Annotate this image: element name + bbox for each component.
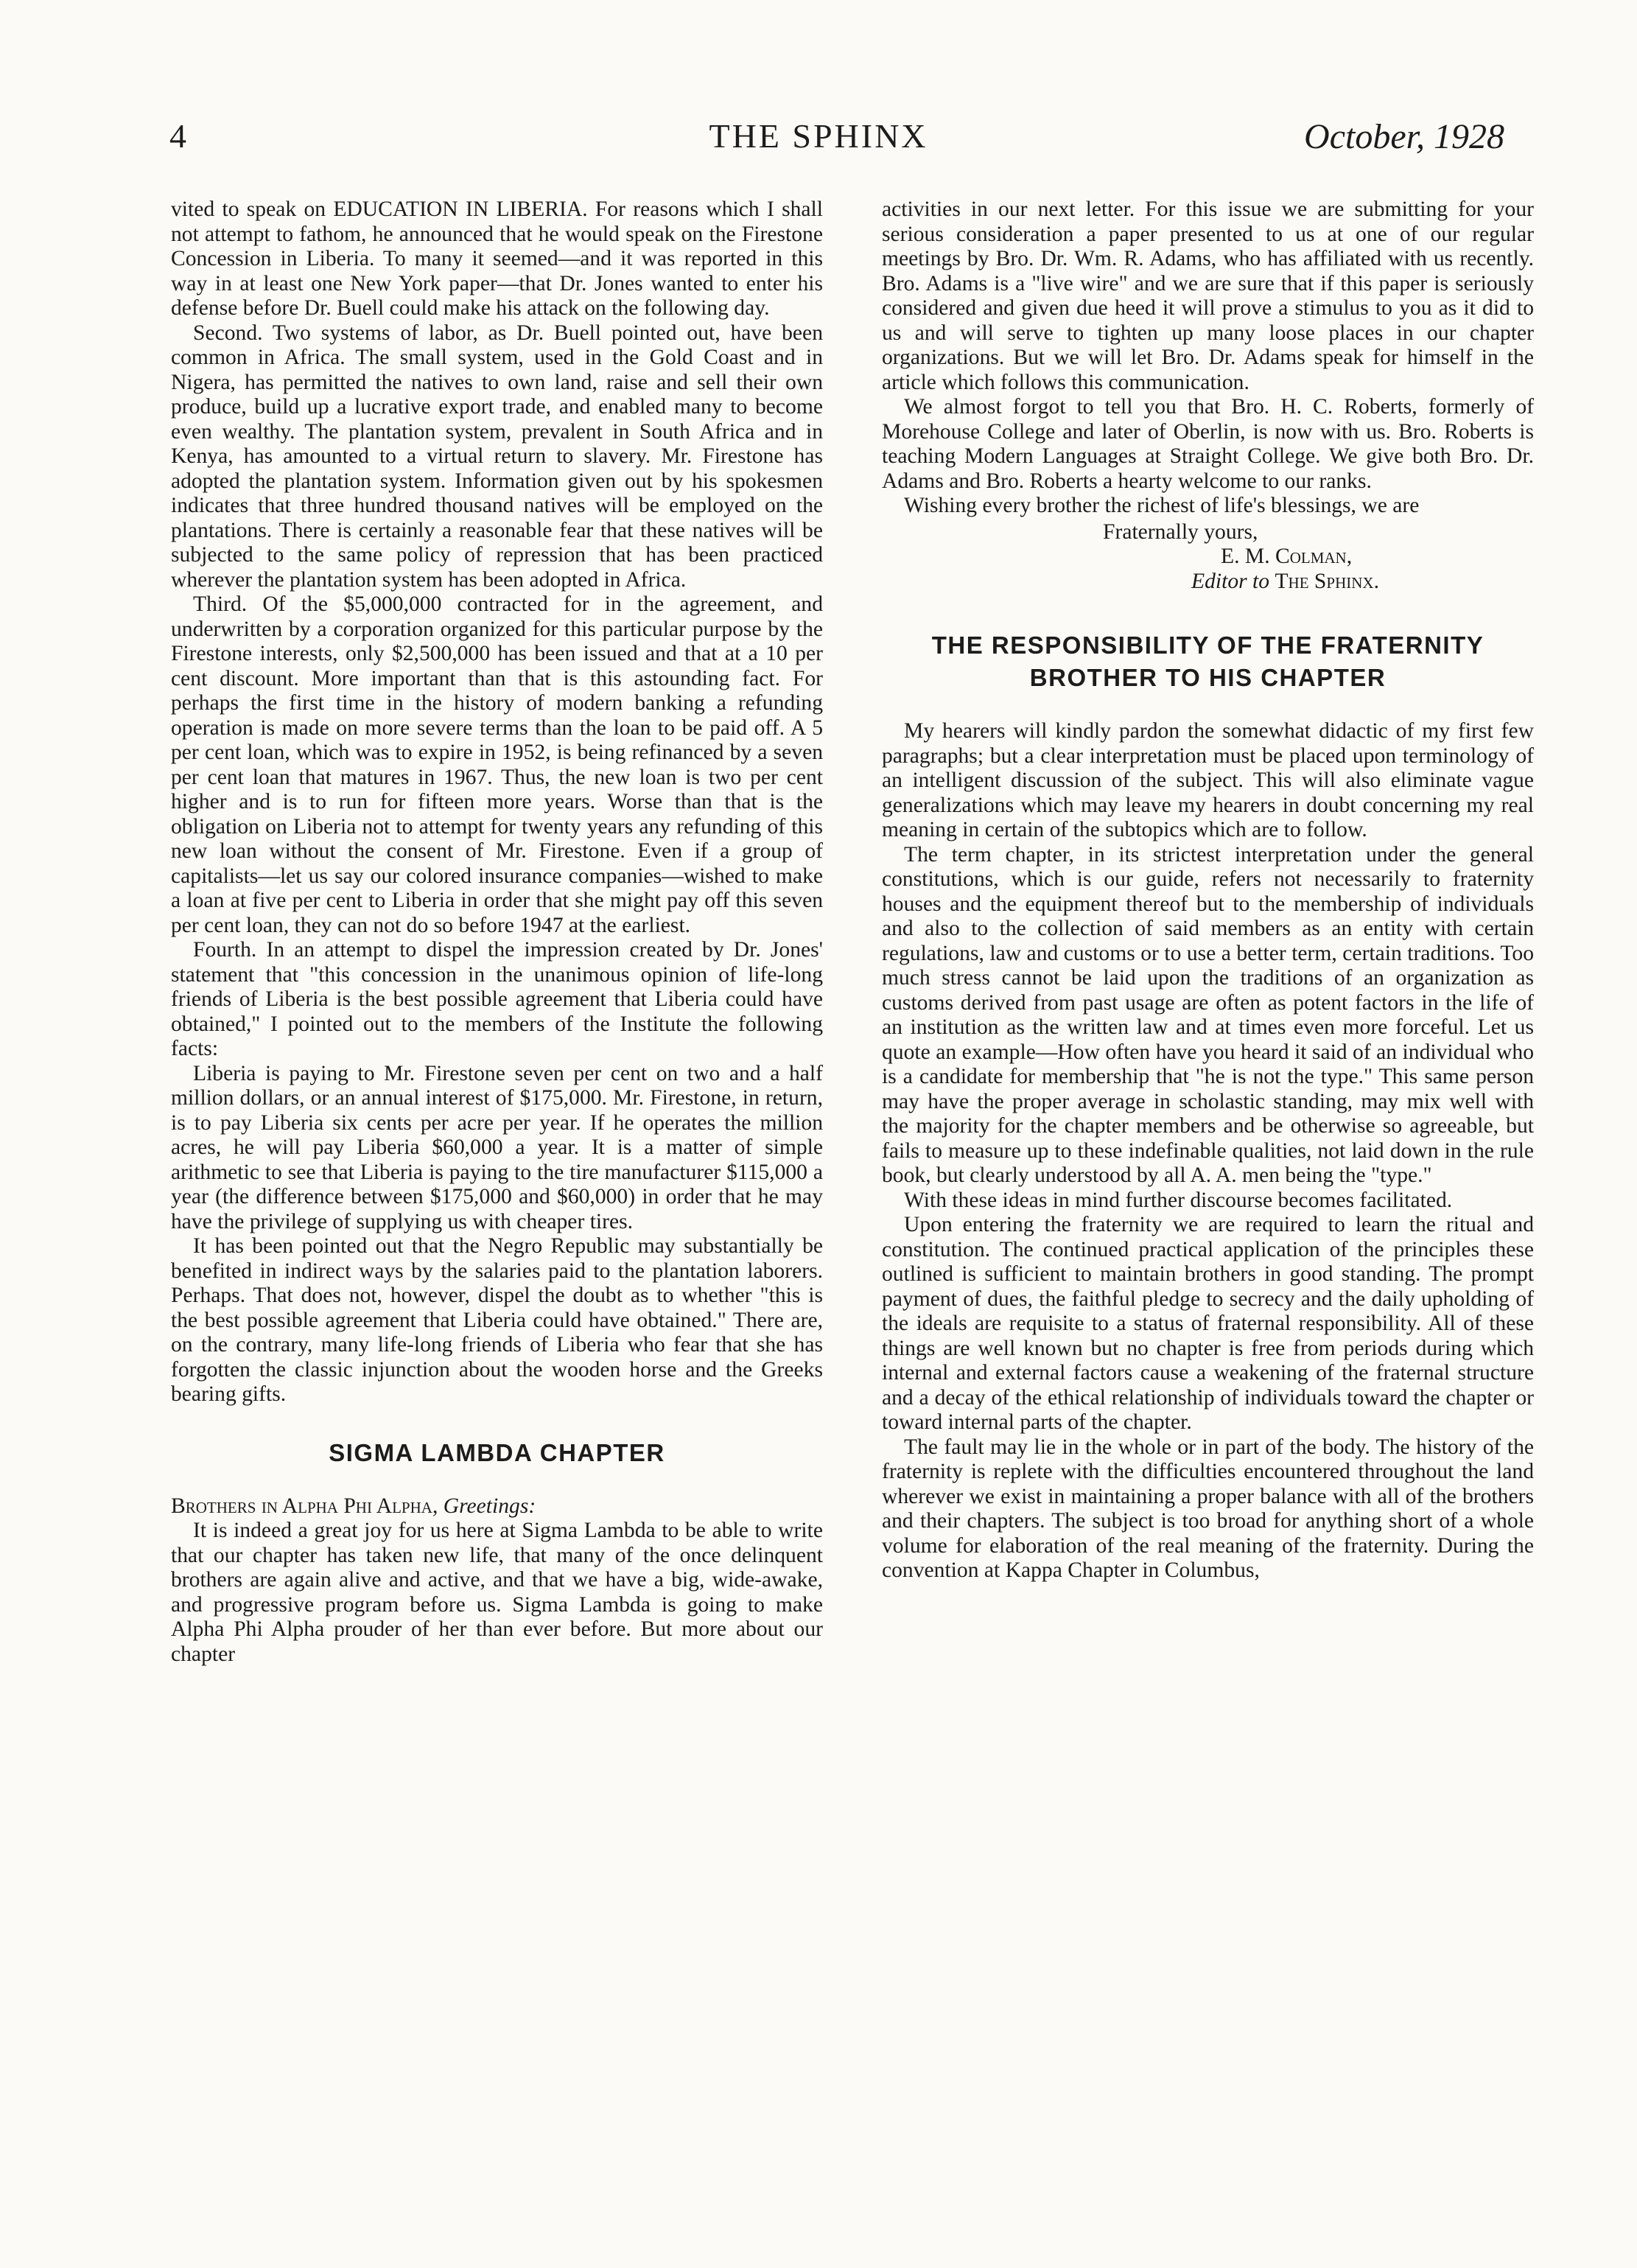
salutation-greetings: Greetings: [443, 1494, 536, 1518]
page-header [0, 116, 1637, 168]
paragraph-wishing: Wishing every brother the richest of life's blessings, we are [904, 494, 1420, 517]
right-column [882, 197, 1534, 1583]
article-paragraph-intro: My hearers will kindly pardon the somewhat didactic of my first few paragraphs; but a clear interpretation must be placed upon terminology of an intelligent discussion of the subject. This will also eliminate vague generalizations which may leave my hearers in doubt concerning my real meaning in certain of the subtopics which are to follow. [882, 719, 1534, 841]
paragraph-activities: activities in our next letter. For this issue we are submitting for your serious consideration a paper presented to us at one of our regular meetings by Bro. Dr. Wm. R. Adams, who has affiliated with us recently. Bro. Adams is a "live wire" and we are sure that if this paper is seriously considered and given due heed it will prove a stimulus to you as it did to us and will serve to tighten up many loose places in our chapter organizations. But we will let Bro. Dr. Adams speak for himself in the article which follows this communication. [882, 197, 1534, 394]
paragraph-firestone-interest: Liberia is paying to Mr. Firestone seven per cent on two and a half million dollars, or an annual interest of $175,000. Mr. Firestone, in return, is to pay Liberia six cents per acre per year. If he operates the million acres, he will pay Liberia $60,000 a year. It is a matter of simple arithmetic to see that Liberia is paying to the tire manufacturer $115,000 a year (the difference between $175,000 and $60,000) in order that he may have the privilege of supplying us with cheaper tires. [171, 1061, 823, 1233]
paragraph-roberts: We almost forgot to tell you that Bro. H. C. Roberts, formerly of Morehouse College and later of Oberlin, is now with us. Bro. Roberts is teaching Modern Languages at Straight College. We give both Bro. Dr. Adams and Bro. Roberts a hearty welcome to our ranks. [882, 395, 1534, 493]
signoff-publication: The Sphinx. [1275, 569, 1379, 593]
salutation-brothers: Brothers in Alpha Phi Alpha, [171, 1494, 438, 1518]
article-paragraph-ideas: With these ideas in mind further discourse becomes facilitated. [904, 1188, 1453, 1212]
paragraph-fourth: Fourth. In an attempt to dispel the impression created by Dr. Jones' statement that "this concession in the unanimous opinion of life-long friends of Liberia is the best possible agreement that Liberia could have obtained," I pointed out to the members of the Institute the following facts: [171, 938, 823, 1060]
paragraph-second: Second. Two systems of labor, as Dr. Buell pointed out, have been common in Africa. The small system, used in the Gold Coast and in Nigera, has permitted the natives to own land, raise and sell their own produce, build up a lucrative export trade, and enabled many to become even wealthy. The plantation system, prevalent in South Africa and in Kenya, has amounted to a virtual return to slavery. Mr. Firestone has adopted the plantation system. Information given out by his spokesmen indicates that three hundred thousand natives will be employed on the plantations. There is certainly a reasonable fear that these natives will be subjected to the same policy of repression that has been practiced wherever the plantation system has been adopted in Africa. [171, 321, 823, 592]
paragraph-third: Third. Of the $5,000,000 contracted for in the agreement, and underwritten by a corporation organized for this particular purpose by the Firestone interests, only $2,500,000 has been issued and that at a 10 per cent discount. More important than that is this astounding fact. For perhaps the first time in the history of modern banking a refunding operation is made on more severe terms than the loan to be paid off. A 5 per cent loan, which was to expire in 1952, is being refinanced by a seven per cent loan that matures in 1967. Thus, the new loan is two per cent higher and is to run for fifteen more years. Worse than that is the obligation on Liberia not to attempt for twenty years any refunding of this new loan without the consent of Mr. Firestone. Even if a group of capitalists—let us say our colored insurance companies—wished to make a loan at five per cent to Liberia in order that she might pay off this seven per cent loan, they can not do so before 1947 at the earliest. [171, 592, 823, 937]
paragraph-sigma-lambda: It is indeed a great joy for us here at Sigma Lambda to be able to write that our chapter has taken new life, that many of the once delinquent brothers are again alive and active, and that we have a big, wide-awake, and progressive program before us. Sigma Lambda is going to make Alpha Phi Alpha prouder of her than ever before. But more about our chapter [171, 1519, 823, 1666]
salutation [171, 1494, 823, 1519]
article-heading: THE RESPONSIBILITY OF THE FRATERNITY BROTHER TO HIS CHAPTER [931, 631, 1484, 691]
issue-date: October, 1928 [1304, 117, 1504, 156]
article-paragraph-term-chapter: The term chapter, in its strictest interpretation under the general constitutions, which is our guide, refers not necessarily to fraternity houses and the equipment thereof but to the membership of individuals and also to the collection of said members as an entity with certain regulations, law and customs or to use a better term, certain traditions. Too much stress cannot be laid upon the traditions of an organization as customs derived from past usage are often as potent factors in the life of an institution as the written law and at times even more forceful. Let us quote an example—How often have you heard it said of an individual who is a candidate for membership that "he is not the type." This same person may have the proper average in scholastic standing, may mix well with the majority for the chapter members and be otherwise so agreeable, but fails to measure up to these indefinable qualities, not laid down in the rule book, but clearly understood by all A. A. men being the "type." [882, 842, 1534, 1187]
article-paragraph-fault: The fault may lie in the whole or in part of the body. The history of the fraternity is replete with the difficulties encountered throughout the land wherever we exist in maintaining a proper balance with all of the brothers and their chapters. The subject is too broad for anything short of a whole volume for elaboration of the real meaning of the fraternity. During the convention at Kappa Chapter in Columbus, [882, 1435, 1534, 1582]
page-number: 4 [169, 117, 186, 155]
journal-title: THE SPHINX [709, 117, 928, 155]
paragraph-negro-republic: It has been pointed out that the Negro Republic may substantially be benefited in indirect ways by the salaries paid to the plantation laborers. Perhaps. That does not, however, dispel the doubt as to whether "this is the best possible agreement that Liberia could have obtained." There are, on the contrary, many life-long friends of Liberia who fear that she has forgotten the classic injunction about the wooden horse and the Greeks bearing gifts. [171, 1234, 823, 1406]
left-column [171, 197, 823, 1667]
article-paragraph-entering: Upon entering the fraternity we are required to learn the ritual and constitution. The continued practical application of the principles these outlined is sufficient to maintain brothers in good standing. The prompt payment of dues, the faithful pledge to secrecy and the daily upholding of the ideals are requisite to a status of fraternal responsibility. All of these things are well known but no chapter is free from periods during which internal and external factors cause a weakening of the fraternal structure and a decay of the ethical relationship of individuals toward the chapter or toward internal parts of the chapter. [882, 1213, 1534, 1434]
signoff-role-text: Editor to [1191, 569, 1270, 593]
signoff-role [882, 570, 1534, 595]
signoff-name: E. M. Colman, [1221, 545, 1353, 568]
sigma-lambda-heading: SIGMA LAMBDA CHAPTER [329, 1438, 665, 1466]
paragraph-education-liberia: vited to speak on EDUCATION IN LIBERIA. For reasons which I shall not attempt to fathom, he announced that he would speak on the Firestone Concession in Liberia. To many it seemed—and it was reported in this way in at least one New York paper—that Dr. Jones wanted to enter his defense before Dr. Buell could make his attack on the following day. [171, 197, 823, 320]
signoff-closing: Fraternally yours, [1103, 519, 1258, 544]
